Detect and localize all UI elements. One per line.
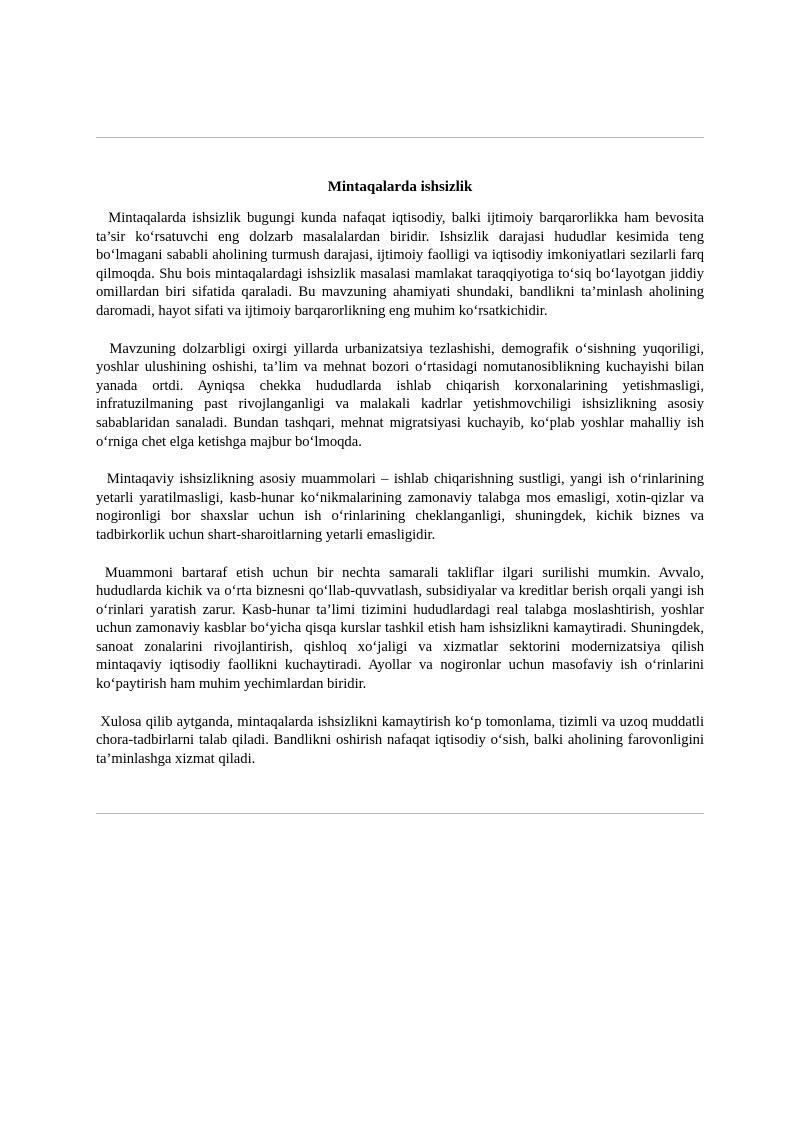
document-body xyxy=(96,176,704,768)
paragraph-introduction: Mintaqalarda ishsizlik bugungi kunda nafaqat iqtisodiy, balki ijtimoiy barqarorlikka ham bevosita ta’sir ko‘rsatuvchi eng dolzarb masalalardan biridir. Ishsizlik darajasi hududlar kesimida teng bo‘lmagani sababli aholining turmush darajasi, ijtimoiy faolligi va iqtisodiy imkoniyatlari sezilarli farq qilmoqda. Shu bois mintaqalardagi ishsizlik masalasi mamlakat taraqqiyotiga to‘siq bo‘layotgan jiddiy omillardan biri sifatida qaraladi. Bu mavzuning ahamiyati shundaki, bandlikni ta’minlash aholining daromadi, hayot sifati va ijtimoiy barqarorlikning eng muhim ko‘rsatkichidir. xyxy=(96,210,704,319)
paragraph-proposals: Muammoni bartaraf etish uchun bir nechta samarali takliflar ilgari surilishi mumkin. Avvalo, hududlarda kichik va o‘rta biznesni qo‘llab-quvvatlash, subsidiyalar va kreditlar berish orqali yangi ish o‘rinlari yaratish zarur. Kasb-hunar ta’limi tizimini hududlardagi real talabga moslashtirish, yoshlar uchun zamonaviy kasblar bo‘yicha qisqa kurslar tashkil etish ham ishsizlikni kamaytiradi. Shuningdek, sanoat zonalarini rivojlantirish, qishloq xo‘jaligi va xizmatlar sektorini modernizatsiya qilish mintaqaviy iqtisodiy faollikni kuchaytiradi. Ayollar va nogironlar uchun masofaviy ish o‘rinlarini ko‘paytirish ham muhim yechimlardan biridir. xyxy=(96,564,704,693)
top-divider xyxy=(96,137,704,138)
paragraph-problems: Mintaqaviy ishsizlikning asosiy muammolari – ishlab chiqarishning sustligi, yangi ish o‘rinlarining yetarli yaratilmasligi, kasb-hunar ko‘nikmalarining zamonaviy talabga mos emasligi, xotin-qizlar va nogironligi bor shaxslar uchun ish o‘rinlarining cheklanganligi, shuningdek, kichik biznes va tadbirkorlik uchun shart-sharoitlarning yetarli emasligidir. xyxy=(96,471,704,543)
bottom-divider xyxy=(96,813,704,814)
document-title: Mintaqalarda ishsizlik xyxy=(327,179,473,195)
paragraph-conclusion: Xulosa qilib aytganda, mintaqalarda ishsizlikni kamaytirish ko‘p tomonlama, tizimli va uzoq muddatli chora-tadbirlarni talab qiladi. Bandlikni oshirish nafaqat iqtisodiy o‘sish, balki aholining farovonligini ta’minlashga xizmat qiladi. xyxy=(96,713,704,767)
paragraph-relevance: Mavzuning dolzarbligi oxirgi yillarda urbanizatsiya tezlashishi, demografik o‘sishning yuqoriligi, yoshlar ulushining oshishi, ta’lim va mehnat bozori o‘rtasidagi nomutanosiblikning kuchayishi bilan yanada ortdi. Ayniqsa chekka hududlarda ishlab chiqarish korxonalarining yetishmasligi, infratuzilmaning past rivojlanganligi va malakali kadrlar yetishmovchiligi ishsizlikning asosiy sabablaridan sanaladi. Bundan tashqari, mehnat migratsiyasi kuchayib, ko‘plab yoshlar mahalliy ish o‘rniga chet elga ketishga majbur bo‘lmoqda. xyxy=(96,340,704,450)
